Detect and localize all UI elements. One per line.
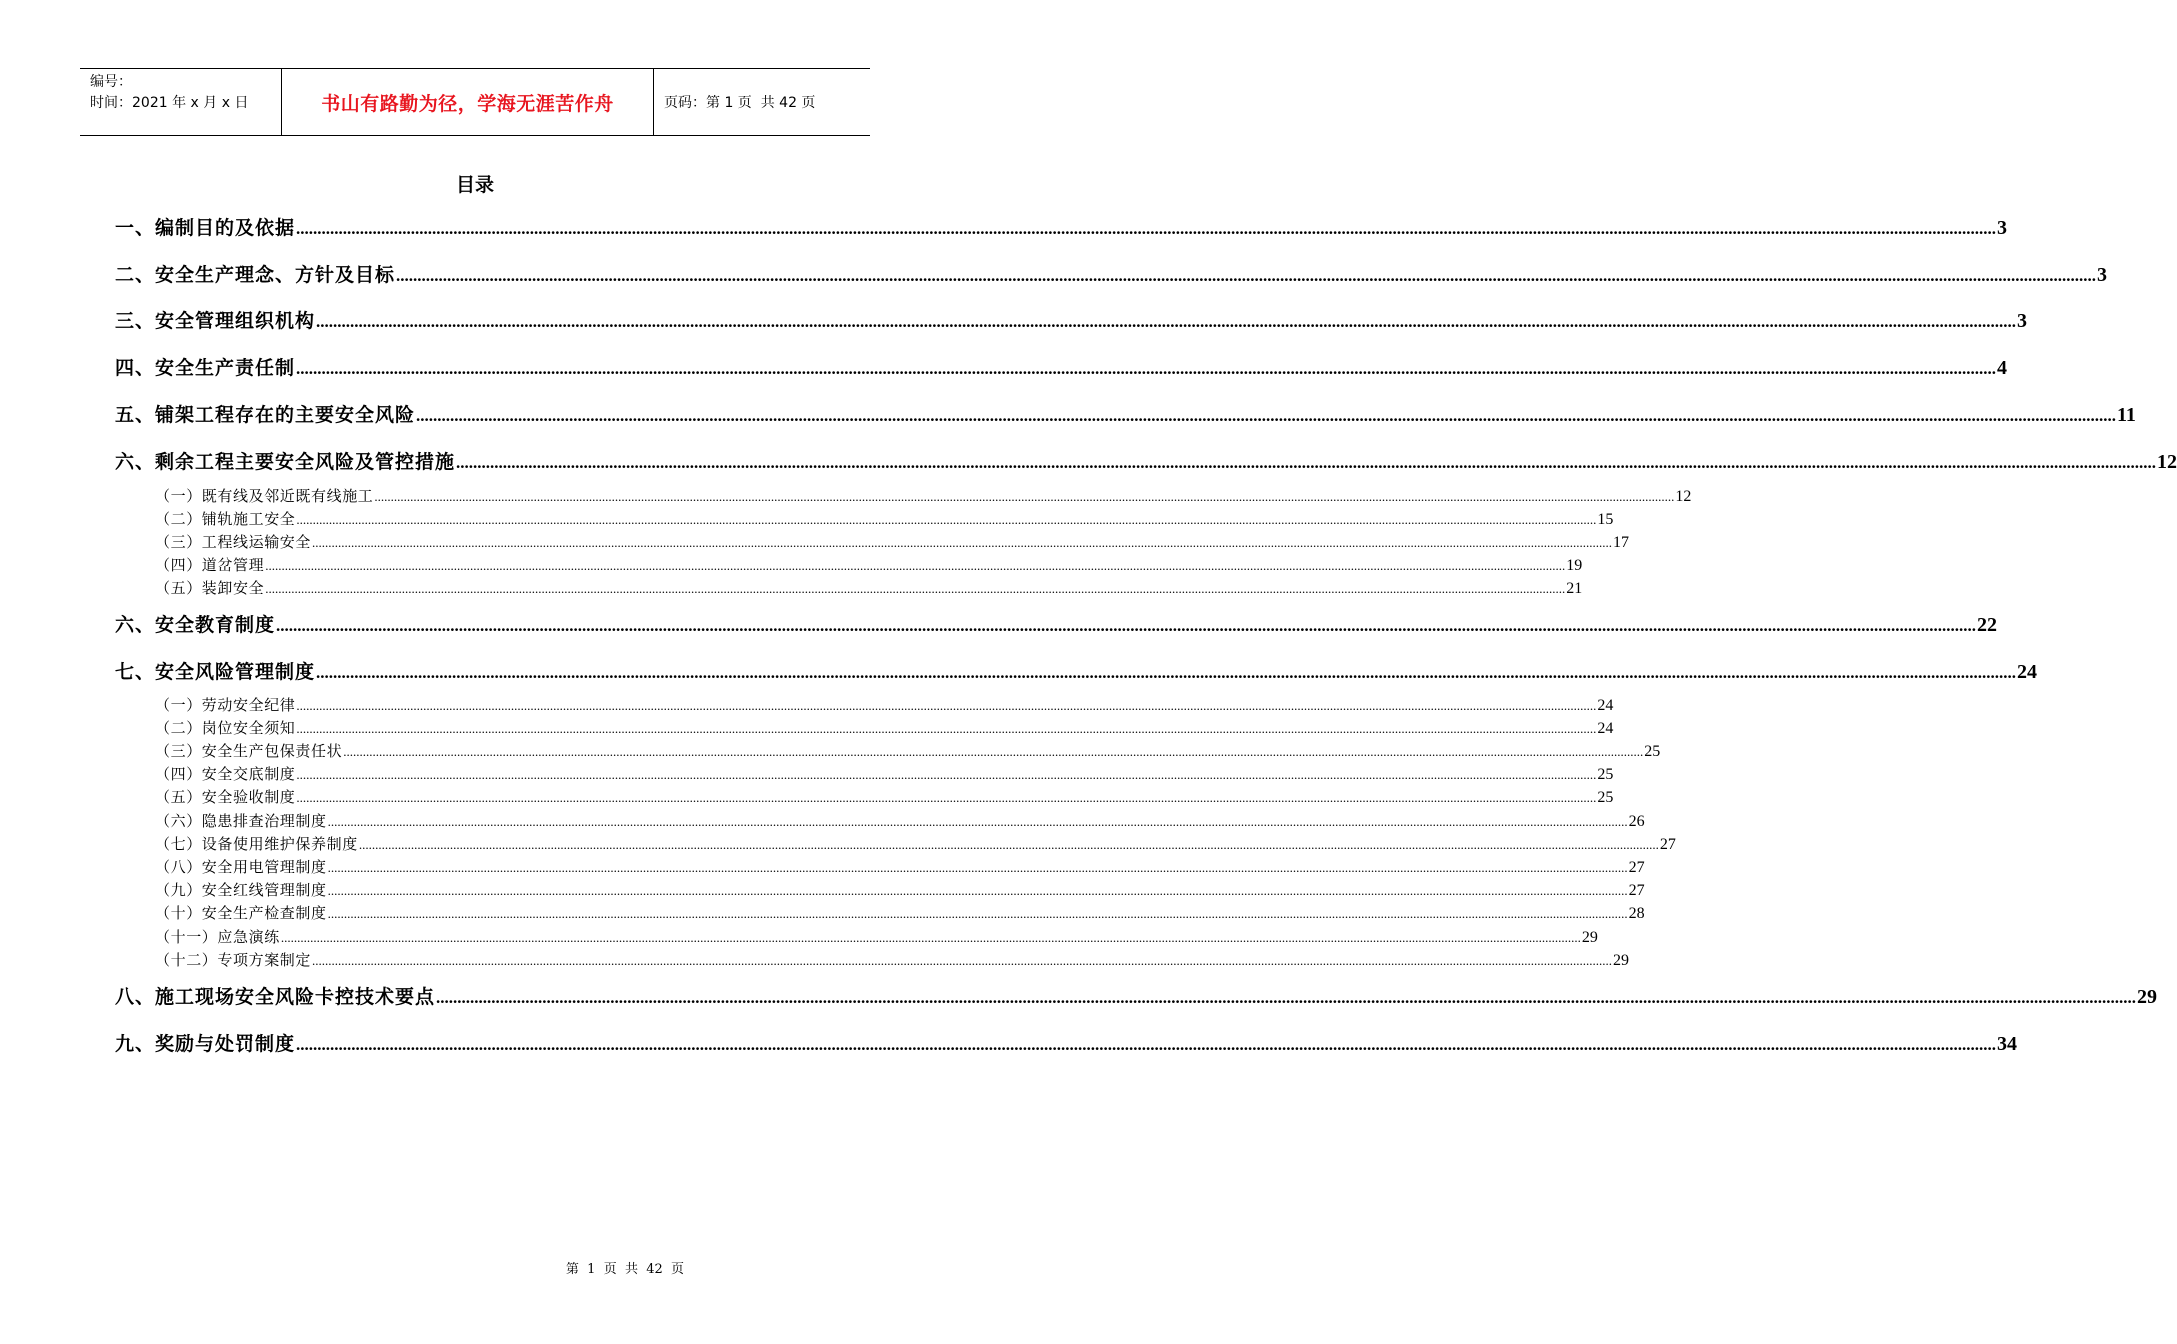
toc-entry[interactable] [115,610,1998,640]
toc-entry-label: （五）装卸安全 [155,579,265,597]
toc-dot-leader: ................................................................................................................................................................................................................................................................................................................................................................................................................ [312,535,1613,550]
toc-entry-label: （四）道岔管理 [155,556,265,574]
toc-entry[interactable] [115,353,2008,383]
toc-entry[interactable] [155,810,1645,832]
toc-dot-leader: ................................................................................................................................................................................................................................................................................................................................................................................................................ [343,744,1644,759]
toc-entry-label: 六、安全教育制度 [115,614,276,636]
toc-entry-page-number: 3 [2097,264,2108,286]
toc-entry-page-number: 22 [1977,614,1998,636]
toc-dot-leader: ................................................................................................................................................................................................................................................................................................................................................................................................................ [456,453,2157,472]
toc-entry[interactable] [115,306,2028,336]
toc-entry-page-number: 12 [1675,488,1692,505]
toc-entry[interactable] [155,577,1583,599]
toc-entry-label: 三、安全管理组织机构 [115,310,316,332]
toc-entry[interactable] [155,531,1630,553]
toc-dot-leader: ................................................................................................................................................................................................................................................................................................................................................................................................................ [327,906,1628,921]
toc-title: 目录 [455,174,494,196]
toc-entry-page-number: 25 [1644,743,1661,760]
toc-entry-label: （二）岗位安全须知 [155,719,296,737]
toc-entry-label: 五、铺架工程存在的主要安全风险 [115,404,416,426]
toc-entry-label: 二、安全生产理念、方针及目标 [115,264,396,286]
toc-dot-leader: ................................................................................................................................................................................................................................................................................................................................................................................................................ [374,489,1675,504]
toc-entry[interactable] [155,879,1645,901]
toc-entry[interactable] [155,856,1645,878]
toc-entry-page-number: 25 [1597,766,1614,783]
toc-dot-leader: ................................................................................................................................................................................................................................................................................................................................................................................................................ [316,663,2017,682]
toc-entry-page-number: 29 [1581,929,1598,946]
toc-entry-page-number: 28 [1628,905,1645,922]
toc-entry-label: （一）劳动安全纪律 [155,696,296,714]
toc-entry-page-number: 25 [1597,789,1614,806]
toc-entry-page-number: 27 [1659,836,1676,853]
header-info [80,69,282,135]
header-motto: 书山有路勤为径，学海无涯苦作舟 [282,69,654,135]
toc-entry[interactable] [155,717,1614,739]
toc-entry[interactable] [115,657,2038,687]
toc-dot-leader: ................................................................................................................................................................................................................................................................................................................................................................................................................ [296,1035,1997,1054]
toc-entry-label: 四、安全生产责任制 [115,357,296,379]
toc-dot-leader: ................................................................................................................................................................................................................................................................................................................................................................................................................ [416,406,2117,425]
toc-dot-leader: ................................................................................................................................................................................................................................................................................................................................................................................................................ [296,698,1597,713]
toc-entry-page-number: 29 [2137,986,2158,1008]
toc-entry[interactable] [155,926,1598,948]
toc-entry-page-number: 17 [1613,534,1630,551]
toc-entry-label: （十二）专项方案制定 [155,951,312,969]
toc-entry-page-number: 34 [1997,1033,2018,1055]
toc-dot-leader: ................................................................................................................................................................................................................................................................................................................................................................................................................ [296,721,1597,736]
toc-entry-page-number: 4 [1997,357,2008,379]
toc-entry-page-number: 3 [1997,217,2008,239]
toc-entry-page-number: 12 [2157,451,2177,473]
toc-dot-leader: ................................................................................................................................................................................................................................................................................................................................................................................................................ [316,312,2017,331]
toc-entry[interactable] [115,213,2008,243]
toc-entry-label: （十）安全生产检查制度 [155,904,327,922]
toc-entry[interactable] [155,508,1614,530]
toc-entry-label: （二）铺轨施工安全 [155,510,296,528]
toc-entry-page-number: 24 [1597,697,1614,714]
toc-dot-leader: ................................................................................................................................................................................................................................................................................................................................................................................................................ [265,558,1566,573]
toc-dot-leader: ................................................................................................................................................................................................................................................................................................................................................................................................................ [296,767,1597,782]
toc-entry-label: （四）安全交底制度 [155,765,296,783]
toc-entry-page-number: 27 [1628,882,1645,899]
toc-entry-page-number: 24 [2017,661,2038,683]
toc-entry-page-number: 11 [2117,404,2136,426]
header-page-info: 页码：第 1 页 共 42 页 [664,95,816,111]
toc-entry[interactable] [115,260,2108,290]
toc-entry[interactable] [155,485,1692,507]
toc-entry-label: （十一）应急演练 [155,928,280,946]
toc-entry-label: （五）安全验收制度 [155,788,296,806]
toc-entry[interactable] [155,902,1645,924]
toc-entry[interactable] [155,763,1614,785]
toc-entry-label: 六、剩余工程主要安全风险及管控措施 [115,451,456,473]
toc-dot-leader: ................................................................................................................................................................................................................................................................................................................................................................................................................ [436,988,2137,1007]
toc-entry-page-number: 24 [1597,720,1614,737]
page-header [80,68,870,136]
toc-entry[interactable] [115,400,2136,430]
toc-entry-page-number: 29 [1613,952,1630,969]
toc-entry-page-number: 15 [1597,511,1614,528]
document-number-label: 编号： [90,74,132,90]
toc-dot-leader: ................................................................................................................................................................................................................................................................................................................................................................................................................ [312,953,1613,968]
toc-dot-leader: ................................................................................................................................................................................................................................................................................................................................................................................................................ [396,266,2097,285]
toc-dot-leader: ................................................................................................................................................................................................................................................................................................................................................................................................................ [296,359,1997,378]
toc-entry-label: （七）设备使用维护保养制度 [155,835,358,853]
toc-entry-label: 七、安全风险管理制度 [115,661,316,683]
toc-entry-label: 八、施工现场安全风险卡控技术要点 [115,986,436,1008]
toc-entry-page-number: 26 [1628,813,1645,830]
toc-entry[interactable] [155,740,1661,762]
toc-dot-leader: ................................................................................................................................................................................................................................................................................................................................................................................................................ [296,512,1597,527]
toc-entry-page-number: 19 [1566,557,1583,574]
toc-dot-leader: ................................................................................................................................................................................................................................................................................................................................................................................................................ [276,616,1977,635]
toc-entry[interactable] [155,833,1676,855]
toc-entry[interactable] [115,1029,2018,1059]
toc-dot-leader: ................................................................................................................................................................................................................................................................................................................................................................................................................ [296,219,1997,238]
toc-entry-label: （三）安全生产包保责任状 [155,742,343,760]
toc-dot-leader: ................................................................................................................................................................................................................................................................................................................................................................................................................ [327,883,1628,898]
toc-dot-leader: ................................................................................................................................................................................................................................................................................................................................................................................................................ [327,814,1628,829]
toc-entry[interactable] [115,982,2158,1012]
toc-entry-label: （九）安全红线管理制度 [155,881,327,899]
toc-entry[interactable] [155,694,1614,716]
page-footer: 第 1 页 共 42 页 [565,1262,685,1277]
toc-entry-page-number: 27 [1628,859,1645,876]
document-time-label: 时间：2021 年 x 月 x 日 [90,95,249,111]
toc-entry[interactable] [155,786,1614,808]
toc-dot-leader: ................................................................................................................................................................................................................................................................................................................................................................................................................ [280,930,1581,945]
toc-dot-leader: ................................................................................................................................................................................................................................................................................................................................................................................................................ [358,837,1659,852]
toc-entry-page-number: 3 [2017,310,2028,332]
toc-entry-label: （一）既有线及邻近既有线施工 [155,487,374,505]
toc-dot-leader: ................................................................................................................................................................................................................................................................................................................................................................................................................ [296,790,1597,805]
toc-entry[interactable] [155,554,1583,576]
toc-entry-label: （八）安全用电管理制度 [155,858,327,876]
toc-entry-label: （六）隐患排查治理制度 [155,812,327,830]
toc-dot-leader: ................................................................................................................................................................................................................................................................................................................................................................................................................ [265,581,1566,596]
toc-entry-label: （三）工程线运输安全 [155,533,312,551]
toc-entry[interactable] [155,949,1630,971]
toc-entry-page-number: 21 [1566,580,1583,597]
toc-dot-leader: ................................................................................................................................................................................................................................................................................................................................................................................................................ [327,860,1628,875]
toc-entry[interactable] [115,447,2177,477]
toc-entry-label: 一、编制目的及依据 [115,217,296,239]
toc-entry-label: 九、奖励与处罚制度 [115,1033,296,1055]
